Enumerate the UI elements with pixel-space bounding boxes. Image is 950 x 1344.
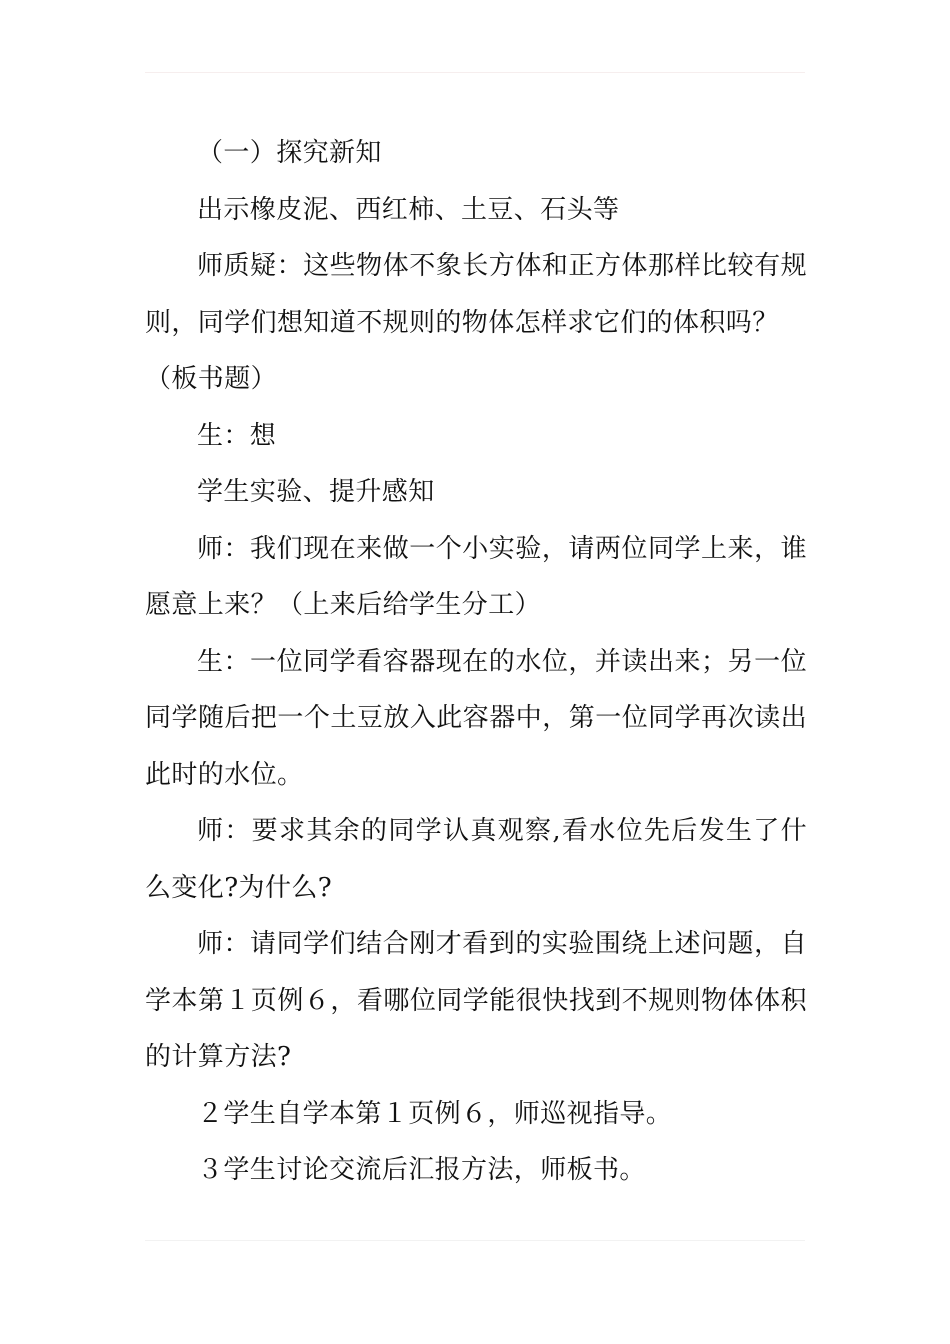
paragraph: 师质疑：这些物体不象长方体和正方体那样比较有规则，同学们想知道不规则的物体怎样求它们的体积吗？ [145, 251, 807, 338]
header-rule [145, 72, 805, 73]
paragraph: 师：请同学们结合刚才看到的实验围绕上述问题，自学本第１页例６，看哪位同学能很快找到不规则物体体积的计算方法? [145, 929, 807, 1072]
paragraph: 师：要求其余的同学认真观察,看水位先后发生了什么变化?为什么? [145, 816, 807, 903]
paragraph: 生：一位同学看容器现在的水位，并读出来；另一位同学随后把一个土豆放入此容器中，第一位同学再次读出此时的水位。 [145, 646, 807, 790]
section-heading: （一）探究新知 [197, 138, 382, 168]
paragraph: （板书题） [145, 364, 278, 394]
paragraph: 学生实验、提升感知 [197, 477, 435, 507]
footer-rule [145, 1240, 805, 1241]
paragraph: 师：我们现在来做一个小实验，请两位同学上来，谁愿意上来？（上来后给学生分工） [145, 533, 807, 620]
paragraph: 生：想 [197, 420, 277, 451]
document-body [145, 125, 807, 1199]
paragraph: ３学生讨论交流后汇报方法，师板书。 [197, 1155, 646, 1185]
paragraph: ２学生自学本第１页例６，师巡视指导。 [197, 1098, 673, 1129]
paragraph: 出示橡皮泥、西红柿、土豆、石头等 [197, 194, 620, 225]
